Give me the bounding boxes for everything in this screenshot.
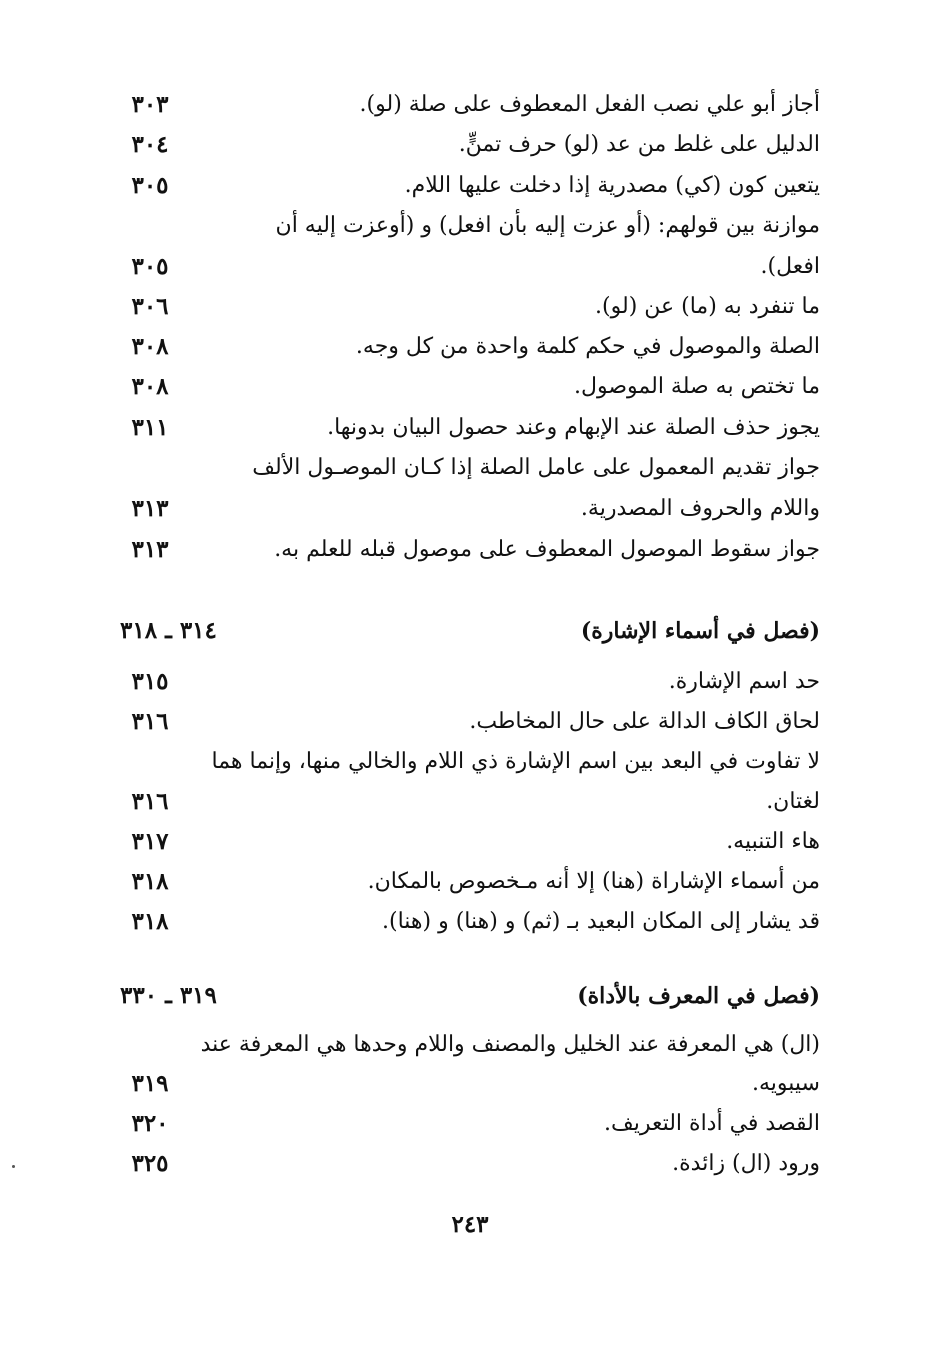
index-entry	[120, 742, 820, 782]
index-entry	[120, 85, 820, 125]
index-entry	[120, 327, 820, 367]
index-entry	[120, 489, 820, 529]
entry-page-number: ٣٠٤	[131, 131, 169, 158]
index-entry	[120, 530, 820, 570]
entry-page-number: ٣١٣	[131, 536, 169, 563]
entry-text: موازنة بين قولهم: (أو عزت إليه بأن افعل) و (أوعزت إليه أن	[275, 213, 820, 238]
entry-text: ما تنفرد به (ما) عن (لو).	[595, 294, 820, 319]
entry-text: لا تفاوت في البعد بين اسم الإشارة ذي اللام والخالي منها، وإنما هما	[211, 749, 820, 774]
index-entry	[120, 448, 820, 488]
entry-page-number: ٣١٨	[131, 868, 169, 895]
index-entry	[120, 1025, 820, 1065]
entry-text: يتعين كون (كي) مصدرية إذا دخلت عليها اللام.	[404, 173, 820, 198]
entry-page-number: ٣١٣	[131, 495, 169, 522]
index-entry	[120, 782, 820, 822]
entry-text: يجوز حذف الصلة عند الإبهام وعند حصول البيان بدونها.	[327, 415, 820, 440]
entry-page-number: ٣٠٨	[131, 373, 169, 400]
index-entry	[120, 1144, 820, 1184]
entry-page-number: ٣١٧	[131, 828, 169, 855]
index-entry	[120, 287, 820, 327]
entry-text: أجاز أبو علي نصب الفعل المعطوف على صلة (لو).	[359, 92, 820, 117]
entry-page-number: ٣١٦	[131, 708, 169, 735]
index-entry	[120, 702, 820, 742]
index-entry	[120, 1104, 820, 1144]
index-entry	[120, 408, 820, 448]
entry-page-number: ٣٠٣	[131, 91, 169, 118]
section-page-range: ٣١٩ ـ ٣٣٠	[120, 982, 217, 1009]
entry-text: (ال) هي المعرفة عند الخليل والمصنف واللام وحدها هي المعرفة عند	[200, 1032, 820, 1057]
entry-text: هاء التنبيه.	[726, 829, 820, 854]
entry-page-number: ٣١٩	[131, 1070, 169, 1097]
index-entry	[120, 247, 820, 287]
index-entry	[120, 125, 820, 165]
entry-page-number: ٣١٦	[131, 788, 169, 815]
index-entry	[120, 206, 820, 246]
scan-speck	[12, 1165, 15, 1168]
entry-page-number: ٣١١	[131, 414, 169, 441]
entry-page-number: ٣٠٨	[131, 333, 169, 360]
index-entry	[120, 166, 820, 206]
entry-page-number: ٣٠٥	[131, 172, 169, 199]
index-entry	[120, 367, 820, 407]
entry-text: جواز سقوط الموصول المعطوف على موصول قبله للعلم به.	[274, 537, 820, 562]
section-heading	[120, 611, 820, 651]
index-entry	[120, 1064, 820, 1104]
entry-text: افعل).	[760, 254, 820, 279]
entry-text: جواز تقديم المعمول على عامل الصلة إذا كـان الموصـول الألف	[252, 455, 820, 480]
entry-text: واللام والحروف المصدرية.	[580, 496, 820, 521]
section-title: (فصل في أسماء الإشارة)	[580, 618, 820, 644]
entry-text: ما تختص به صلة الموصول.	[574, 374, 820, 399]
entry-page-number: ٣٢٠	[131, 1110, 169, 1137]
entry-text: القصد في أداة التعريف.	[603, 1111, 820, 1136]
entry-text: ورود (ال) زائدة.	[672, 1151, 820, 1176]
entry-page-number: ٣١٨	[131, 908, 169, 935]
index-entry	[120, 862, 820, 902]
index-entry	[120, 822, 820, 862]
entry-text: لحاق الكاف الدالة على حال المخاطب.	[469, 709, 820, 734]
entry-text: الصلة والموصول في حكم كلمة واحدة من كل وجه.	[355, 334, 820, 359]
entry-page-number: ٣١٥	[131, 668, 169, 695]
entry-text: قد يشار إلى المكان البعيد بـ (ثم) و (هنا) و (هنا).	[382, 909, 820, 934]
entry-text: من أسماء الإشاراة (هنا) إلا أنه مـخصوص بالمكان.	[367, 869, 820, 894]
entry-page-number: ٣٠٦	[131, 293, 169, 320]
index-entry	[120, 662, 820, 702]
entry-text: الدليل على غلط من عد (لو) حرف تمنٍّ.	[458, 132, 820, 157]
entry-page-number: ٣٢٥	[131, 1150, 169, 1177]
entry-page-number: ٣٠٥	[131, 253, 169, 280]
section-title: (فصل في المعرف بالأداة)	[577, 983, 820, 1009]
entry-text: حد اسم الإشارة.	[668, 669, 820, 694]
page-number: ٢٤٣	[451, 1211, 489, 1238]
index-entry	[120, 902, 820, 942]
section-page-range: ٣١٤ ـ ٣١٨	[120, 617, 217, 644]
entry-text: سيبويه.	[752, 1071, 820, 1096]
section-heading	[120, 976, 820, 1016]
entry-text: لغتان.	[766, 789, 820, 814]
